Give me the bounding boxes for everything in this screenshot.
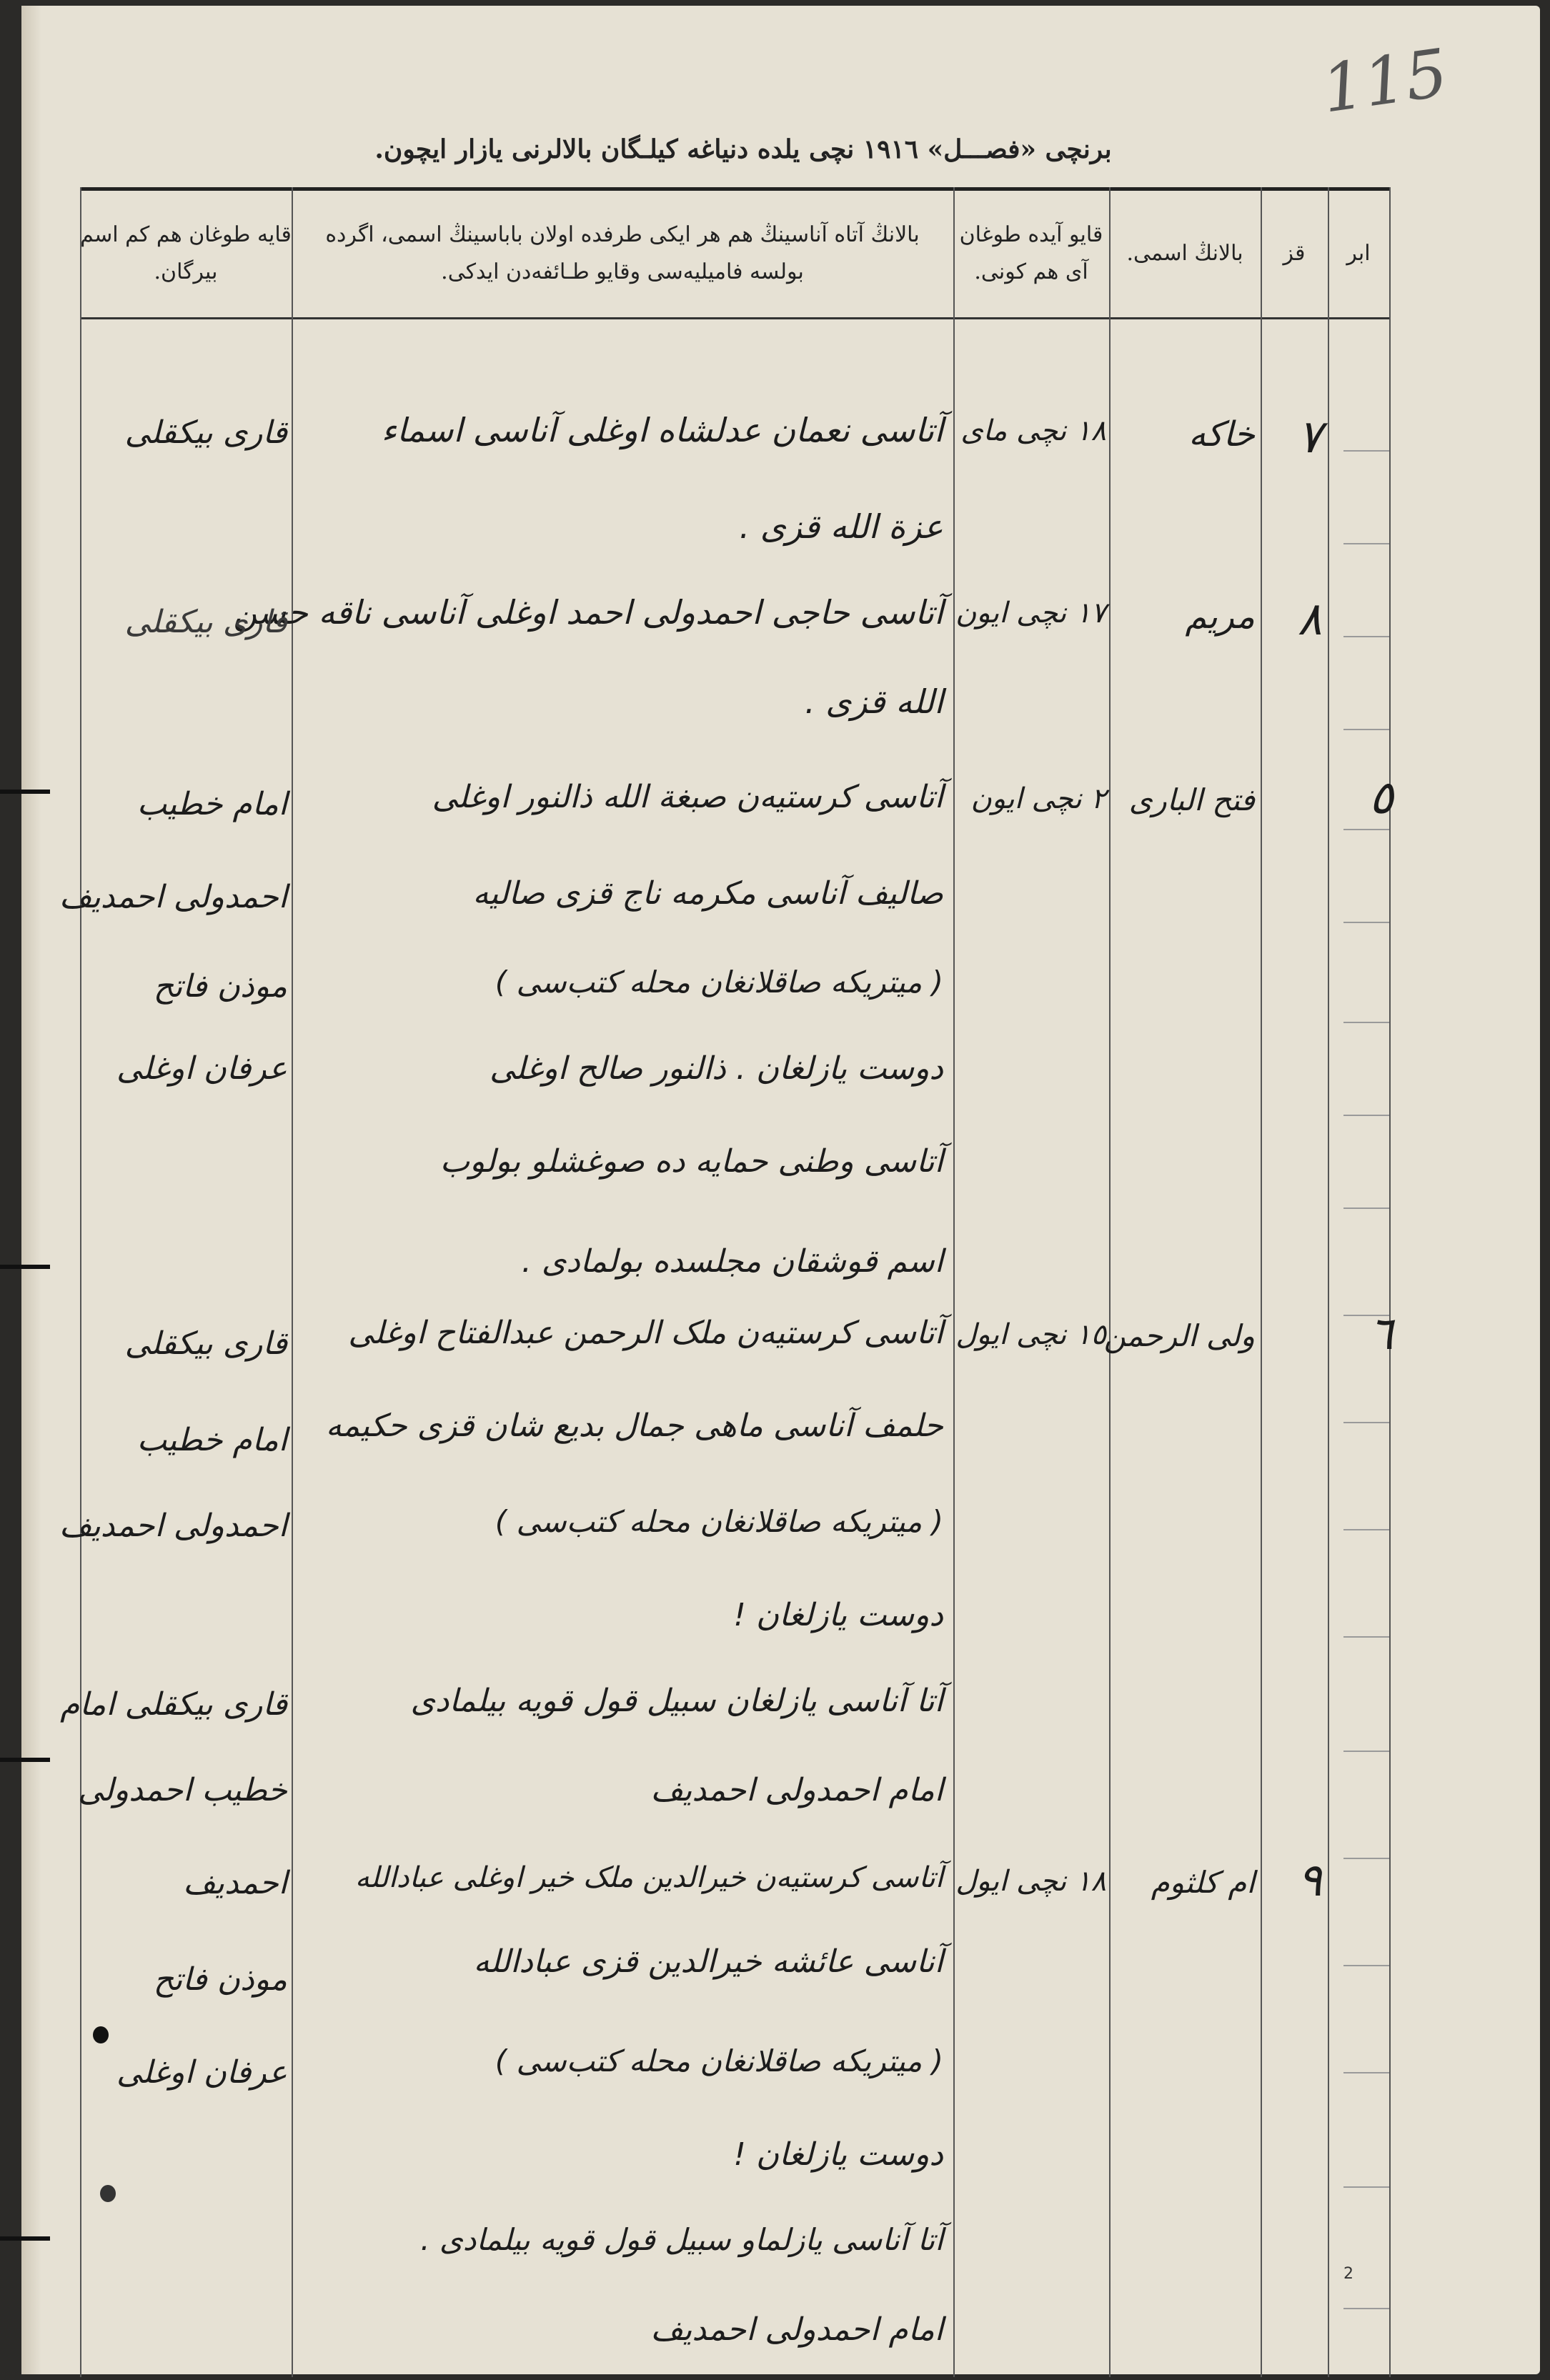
entry-parent-line: آتا آناسی یازلغان سبیل قول قویه بیلمادی xyxy=(410,1683,943,1719)
table-top-rule xyxy=(80,187,1389,191)
binding-mark xyxy=(0,1758,50,1762)
column-rule xyxy=(953,187,955,2377)
header-registrar: قایه طوغان هم کم اسم بیرگان. xyxy=(80,222,292,284)
entry-registrar: احمدولی احمدیف xyxy=(59,1508,287,1544)
header-child-name: بالانڭ اسمی. xyxy=(1126,241,1243,266)
column-rule xyxy=(1328,187,1329,2377)
entry-parent-line: عزة الله قزی . xyxy=(739,507,943,546)
header-gender: قز xyxy=(1283,241,1306,266)
entry-registrar: امام خطیب xyxy=(136,786,287,822)
entry-parent-line: آتاسی کرستیه‌ن ملک الرحمن عبدالفتاح اوغلی xyxy=(348,1315,943,1351)
entry-parent-line: ( میتریکه صاقلانغان محله کتب‌سی ) xyxy=(495,2043,943,2078)
ledger-page xyxy=(21,6,1540,2374)
column-rule xyxy=(1389,187,1391,2377)
entry-registrar: عرفان اوغلی xyxy=(116,1050,287,1087)
footer-number: 2 xyxy=(1343,2265,1353,2283)
entry-registrar: قاری بیکقلی xyxy=(124,414,287,451)
entry-number: ٥ xyxy=(1368,772,1393,825)
header-bottom-rule xyxy=(80,317,1389,319)
entry-registrar: قاری بیکقلی xyxy=(124,604,287,640)
entry-parent-line: حلمف آناسی ماهی جمال بدیع شان قزی حکیمه xyxy=(325,1408,943,1444)
entry-parent-line: آتاسی نعمان عدلشاه اوغلی آناسی اسماء xyxy=(381,411,943,449)
header-order: ابر xyxy=(1346,241,1371,266)
entry-parent-line: آتا آناسی یازلماو سبیل قول قویه بیلمادی . xyxy=(420,2222,943,2257)
entry-parent-line: دوست یازلغان ! xyxy=(733,1597,943,1633)
header-parents: بالانڭ آتاه آناسینڭ هم هر ایکی طرفده اولان باباسینڭ اسمی، اگرده بولسه فامیلیه‌سی وقایو طـائفه‌دن ایدکی. xyxy=(325,222,920,284)
entry-birth-date: ١٨ نچی مای xyxy=(960,414,1106,447)
entry-registrar: خطیب احمدولی xyxy=(77,1772,287,1808)
column-rule xyxy=(1261,187,1262,2377)
entry-parent-line: آناسی عائشه خیرالدین قزی عبادالله xyxy=(473,1943,943,1980)
entry-number: ٩ xyxy=(1297,1854,1322,1907)
column-rule xyxy=(292,187,293,2377)
entry-registrar: موذن فاتح xyxy=(153,968,287,1005)
entry-child-name: ولی الرحمن xyxy=(1103,1318,1255,1353)
entry-registrar: احمدولی احمدیف xyxy=(59,879,287,915)
entry-parent-line: ( میتریکه صاقلانغان محله کتب‌سی ) xyxy=(495,1504,943,1539)
ink-blot xyxy=(100,2185,116,2202)
binding-mark xyxy=(0,790,50,794)
entry-parent-line: آتاسی وطنی حمایه ده صوغشلو بولوب xyxy=(439,1143,943,1180)
entry-birth-date: ٢ نچی ایون xyxy=(970,782,1106,815)
entry-child-name: مریم xyxy=(1185,597,1255,637)
column-rule xyxy=(1109,187,1111,2377)
entry-birth-date: ١٧ نچی ایون xyxy=(955,597,1106,629)
entry-parent-line: امام احمدولی احمدیف xyxy=(650,1772,943,1808)
entry-parent-line: الله قزی . xyxy=(805,682,943,721)
entry-parent-line: دوست یازلغان ! xyxy=(733,2136,943,2173)
binding-mark xyxy=(0,1265,50,1269)
header-birth-date: قایو آیده طوغان آی هم کونی. xyxy=(959,222,1103,284)
column-rule xyxy=(80,187,81,2377)
entry-parent-line: صالیف آناسی مکرمه ناج قزی صالیه xyxy=(472,875,943,912)
page-title: برنچی «فصـــل» ١٩١٦ نچی یلده دنیاغه کیلـگان بالالرنی یازار ایچون. xyxy=(374,134,1112,164)
entry-child-name: خاکه xyxy=(1188,414,1255,454)
entry-registrar: عرفان اوغلی xyxy=(116,2054,287,2091)
entry-number: ٧ xyxy=(1297,411,1322,464)
entry-parent-line: ( میتریکه صاقلانغان محله کتب‌سی ) xyxy=(495,965,943,1000)
entry-registrar: احمدیف xyxy=(183,1865,287,1901)
entry-child-name: ام کلثوم xyxy=(1151,1865,1255,1900)
entry-number: ٨ xyxy=(1297,593,1322,646)
entry-number: ٦ xyxy=(1368,1308,1393,1360)
entry-child-name: فتح الباری xyxy=(1128,782,1255,817)
entry-parent-line: آتاسی کرستیه‌ن صبغة الله ذالنور اوغلی xyxy=(432,779,943,815)
entry-parent-line: دوست یازلغان . ذالنور صالح اوغلی xyxy=(490,1050,943,1087)
binding-mark xyxy=(0,2236,50,2241)
entry-registrar: قاری بیکقلی امام xyxy=(60,1686,287,1723)
binding-edge xyxy=(21,6,41,2374)
page-number: 115 xyxy=(1317,34,1453,128)
ink-blot xyxy=(93,2026,109,2043)
entry-birth-date: ١٨ نچی ایول xyxy=(955,1865,1106,1898)
entry-registrar: قاری بیکقلی xyxy=(124,1325,287,1362)
entry-parent-line: امام احمدولی احمدیف xyxy=(650,2311,943,2348)
entry-registrar: امام خطیب xyxy=(136,1422,287,1458)
entry-registrar: موذن فاتح xyxy=(153,1961,287,1998)
entry-parent-line: اسم قوشقان مجلسده بولمادی . xyxy=(521,1243,943,1280)
entry-parent-line: آتاسی کرستیه‌ن خیرالدین ملک خیر اوغلی عبادالله xyxy=(354,1861,943,1894)
entry-birth-date: ١٥ نچی ایول xyxy=(955,1318,1106,1351)
entry-parent-line: آتاسی حاجی احمدولی احمد اوغلی آناسی ناقه حسن xyxy=(233,593,943,632)
